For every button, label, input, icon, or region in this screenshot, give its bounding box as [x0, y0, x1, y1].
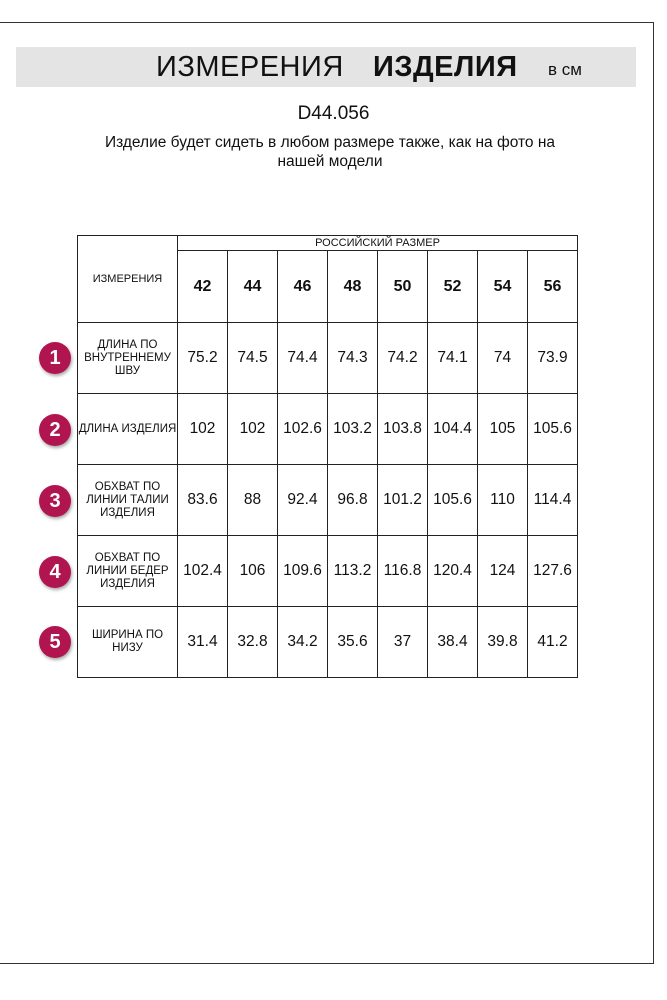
table-row: [78, 394, 578, 465]
table-cell: 74.3: [328, 323, 378, 394]
size-header: 56: [528, 251, 578, 323]
table-cell: 104.4: [428, 394, 478, 465]
size-header: 54: [478, 251, 528, 323]
table-row: [78, 323, 578, 394]
title-product: ИЗДЕЛИЯ: [373, 51, 518, 83]
title-unit: в см: [548, 60, 582, 79]
table-cell: 114.4: [528, 465, 578, 536]
row-label: ОБХВАТ ПО ЛИНИИ БЕДЕР ИЗДЕЛИЯ: [78, 536, 178, 607]
table-cell: 88: [228, 465, 278, 536]
table-cell: 124: [478, 536, 528, 607]
table-cell: 74.5: [228, 323, 278, 394]
table-cell: 75.2: [178, 323, 228, 394]
table-cell: 103.8: [378, 394, 428, 465]
table-cell: 102.6: [278, 394, 328, 465]
table-cell: 73.9: [528, 323, 578, 394]
table-cell: 74.1: [428, 323, 478, 394]
size-header: 50: [378, 251, 428, 323]
table-cell: 103.2: [328, 394, 378, 465]
title-banner: [16, 47, 636, 87]
table-cell: 120.4: [428, 536, 478, 607]
table-cell: 34.2: [278, 607, 328, 678]
table-cell: 74.2: [378, 323, 428, 394]
table-cell: 109.6: [278, 536, 328, 607]
table-cell: 83.6: [178, 465, 228, 536]
row-number-badge: 4: [39, 556, 71, 588]
table-cell: 41.2: [528, 607, 578, 678]
table-cell: 38.4: [428, 607, 478, 678]
row-label: ДЛИНА ИЗДЕЛИЯ: [78, 394, 178, 465]
row-label: ОБХВАТ ПО ЛИНИИ ТАЛИИ ИЗДЕЛИЯ: [78, 465, 178, 536]
table-cell: 39.8: [478, 607, 528, 678]
table-cell: 127.6: [528, 536, 578, 607]
title-measurements: ИЗМЕРЕНИЯ: [156, 51, 344, 83]
table-row: [78, 607, 578, 678]
table-cell: 102: [228, 394, 278, 465]
table-cell: 110: [478, 465, 528, 536]
table-cell: 113.2: [328, 536, 378, 607]
table-cell: 105.6: [528, 394, 578, 465]
table-row: [78, 536, 578, 607]
table-cell: 74.4: [278, 323, 328, 394]
table-cell: 106: [228, 536, 278, 607]
table-cell: 102.4: [178, 536, 228, 607]
table-cell: 37: [378, 607, 428, 678]
table-cell: 101.2: [378, 465, 428, 536]
size-header: 46: [278, 251, 328, 323]
table-cell: 92.4: [278, 465, 328, 536]
size-header: 44: [228, 251, 278, 323]
table-cell: 74: [478, 323, 528, 394]
size-header: 52: [428, 251, 478, 323]
table-cell: 35.6: [328, 607, 378, 678]
size-group-header: РОССИЙСКИЙ РАЗМЕР: [178, 236, 578, 251]
measurements-header: ИЗМЕРЕНИЯ: [78, 236, 178, 323]
row-number-badge: 5: [39, 626, 71, 658]
table-cell: 105.6: [428, 465, 478, 536]
table-cell: 102: [178, 394, 228, 465]
size-header: 42: [178, 251, 228, 323]
table-row: [78, 465, 578, 536]
row-number-badge: 3: [39, 485, 71, 517]
fit-note: Изделие будет сидеть в любом размере также, как на фото на нашей модели: [104, 134, 556, 170]
table-cell: 32.8: [228, 607, 278, 678]
row-label: ДЛИНА ПО ВНУТРЕННЕМУ ШВУ: [78, 323, 178, 394]
size-header: 48: [328, 251, 378, 323]
table-cell: 31.4: [178, 607, 228, 678]
table-cell: 105: [478, 394, 528, 465]
product-code: D44.056: [297, 103, 370, 124]
row-label: ШИРИНА ПО НИЗУ: [78, 607, 178, 678]
row-number-badge: 1: [39, 342, 71, 374]
size-table: [77, 235, 578, 678]
table-cell: 96.8: [328, 465, 378, 536]
row-number-badge: 2: [39, 414, 71, 446]
table-cell: 116.8: [378, 536, 428, 607]
